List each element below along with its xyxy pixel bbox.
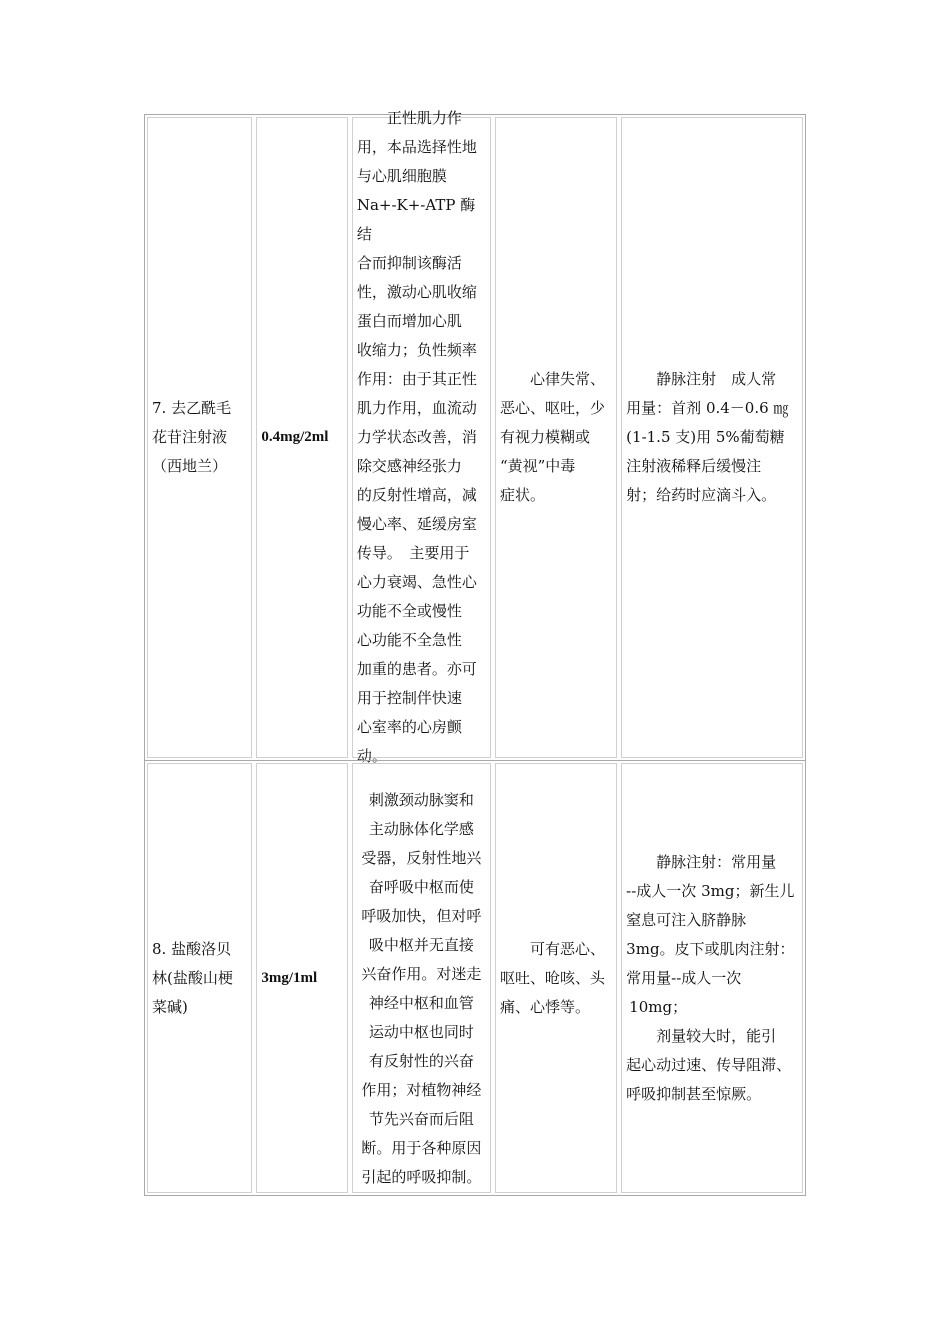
action-line: 呼吸加快，但对呼 xyxy=(361,907,482,925)
adverse-line: 症状。 xyxy=(499,486,545,504)
action-line: 功能不全或慢性 xyxy=(356,602,462,620)
action-line: 作用：由于其正性 xyxy=(356,370,477,388)
action-line: 动。 xyxy=(356,747,387,765)
action-line: Na+-K+-ATP 酶结 xyxy=(356,196,476,243)
adverse-line: 有视力模糊或 xyxy=(499,428,590,446)
drug-name-line: 林(盐酸山梗 xyxy=(152,968,233,987)
drug-name-cell xyxy=(147,117,252,758)
action-line: 引起的呼吸抑制。 xyxy=(361,1168,482,1186)
action-line: 力学状态改善，消 xyxy=(356,428,477,446)
usage-line: 射；给药时应滴斗入。 xyxy=(626,486,777,504)
action-line: 除交感神经张力 xyxy=(356,457,462,475)
table-row xyxy=(145,109,805,765)
drug-spec: 0.4mg/2ml xyxy=(261,429,329,445)
action-line: 心力衰竭、急性心 xyxy=(356,573,477,591)
action-line: 肌力作用，血流动 xyxy=(356,399,477,417)
usage-line: --成人一次 3mg；新生儿 xyxy=(626,881,795,900)
usage-cell xyxy=(621,763,803,1193)
usage-line: (1-1.5 支)用 5%葡萄糖 xyxy=(626,428,785,446)
action-line: 主动脉体化学感 xyxy=(368,820,474,838)
action-line: 用于控制伴快速 xyxy=(356,689,462,707)
action-cell xyxy=(352,763,491,1193)
action-line: 心功能不全急性 xyxy=(356,631,462,649)
usage-line: 窒息可注入脐静脉 xyxy=(626,910,747,929)
action-line: 传导。 主要用于 xyxy=(356,544,470,562)
action-line: 性，激动心肌收缩 xyxy=(356,283,477,301)
drug-name-line: 花苷注射液 xyxy=(152,428,228,446)
adverse-line: 呕吐、呛咳、头 xyxy=(499,968,605,987)
action-line: 心室率的心房颤 xyxy=(356,718,462,736)
usage-line: 剂量较大时，能引 xyxy=(656,1026,777,1045)
action-line: 节先兴奋而后阻 xyxy=(368,1110,474,1128)
action-line: 神经中枢和血管 xyxy=(368,994,474,1012)
adverse-line: “黄视”中毒 xyxy=(499,457,576,475)
drug-name-line: 7. 去乙酰毛 xyxy=(152,399,232,417)
usage-line: 10mg； xyxy=(629,997,688,1016)
action-line: 断。用于各种原因 xyxy=(361,1139,482,1157)
usage-line: 起心动过速、传导阻滞、 xyxy=(626,1055,792,1074)
drug-name-line: 菜碱) xyxy=(152,997,188,1016)
action-line: 作用；对植物神经 xyxy=(361,1081,482,1099)
action-line: 刺激颈动脉窦和 xyxy=(368,791,474,809)
action-line: 正性肌力作 xyxy=(386,109,462,127)
drug-name-cell xyxy=(147,763,252,1193)
action-line: 收缩力；负性频率 xyxy=(356,341,477,359)
action-line: 有反射性的兴奋 xyxy=(368,1052,474,1070)
table-row xyxy=(145,760,805,1195)
drug-spec: 3mg/1ml xyxy=(261,969,318,986)
drug-table xyxy=(144,109,806,1196)
usage-line: 用量：首剂 0.4－0.6 ㎎ xyxy=(626,399,789,417)
action-line: 与心肌细胞膜 xyxy=(356,167,447,185)
action-line: 奋呼吸中枢而使 xyxy=(368,878,474,896)
action-line: 运动中枢也同时 xyxy=(368,1023,474,1041)
usage-line: 3mg。皮下或肌肉注射： xyxy=(626,939,795,958)
spec-cell xyxy=(256,117,347,758)
adverse-cell xyxy=(495,117,617,758)
usage-line: 呼吸抑制甚至惊厥。 xyxy=(626,1084,762,1103)
action-line: 合而抑制该酶活 xyxy=(356,254,462,272)
action-line: 受器，反射性地兴 xyxy=(361,849,482,867)
action-line: 的反射性增高，减 xyxy=(356,486,477,504)
usage-line: 静脉注射 成人常 xyxy=(656,370,777,388)
adverse-cell xyxy=(495,763,617,1193)
usage-line: 静脉注射：常用量 xyxy=(656,852,777,871)
usage-cell xyxy=(621,117,803,758)
action-line: 蛋白而增加心肌 xyxy=(356,312,462,330)
action-line: 加重的患者。亦可 xyxy=(356,660,477,678)
action-line: 吸中枢并无直接 xyxy=(368,936,474,954)
usage-line: 注射液稀释后缓慢注 xyxy=(626,457,762,475)
action-line: 慢心率、延缓房室 xyxy=(356,515,477,533)
adverse-line: 痛、心悸等。 xyxy=(499,997,590,1016)
adverse-line: 心律失常、 xyxy=(529,370,605,388)
spec-cell xyxy=(256,763,347,1193)
adverse-line: 可有恶心、 xyxy=(529,939,605,958)
drug-name-line: （西地兰） xyxy=(152,457,228,475)
usage-line: 常用量--成人一次 xyxy=(626,968,742,987)
adverse-line: 恶心、呕吐，少 xyxy=(499,399,605,417)
action-cell xyxy=(352,109,491,765)
action-line: 用，本品选择性地 xyxy=(356,138,477,156)
action-line: 兴奋作用。对迷走 xyxy=(361,965,482,983)
drug-name-line: 8. 盐酸洛贝 xyxy=(152,939,232,958)
